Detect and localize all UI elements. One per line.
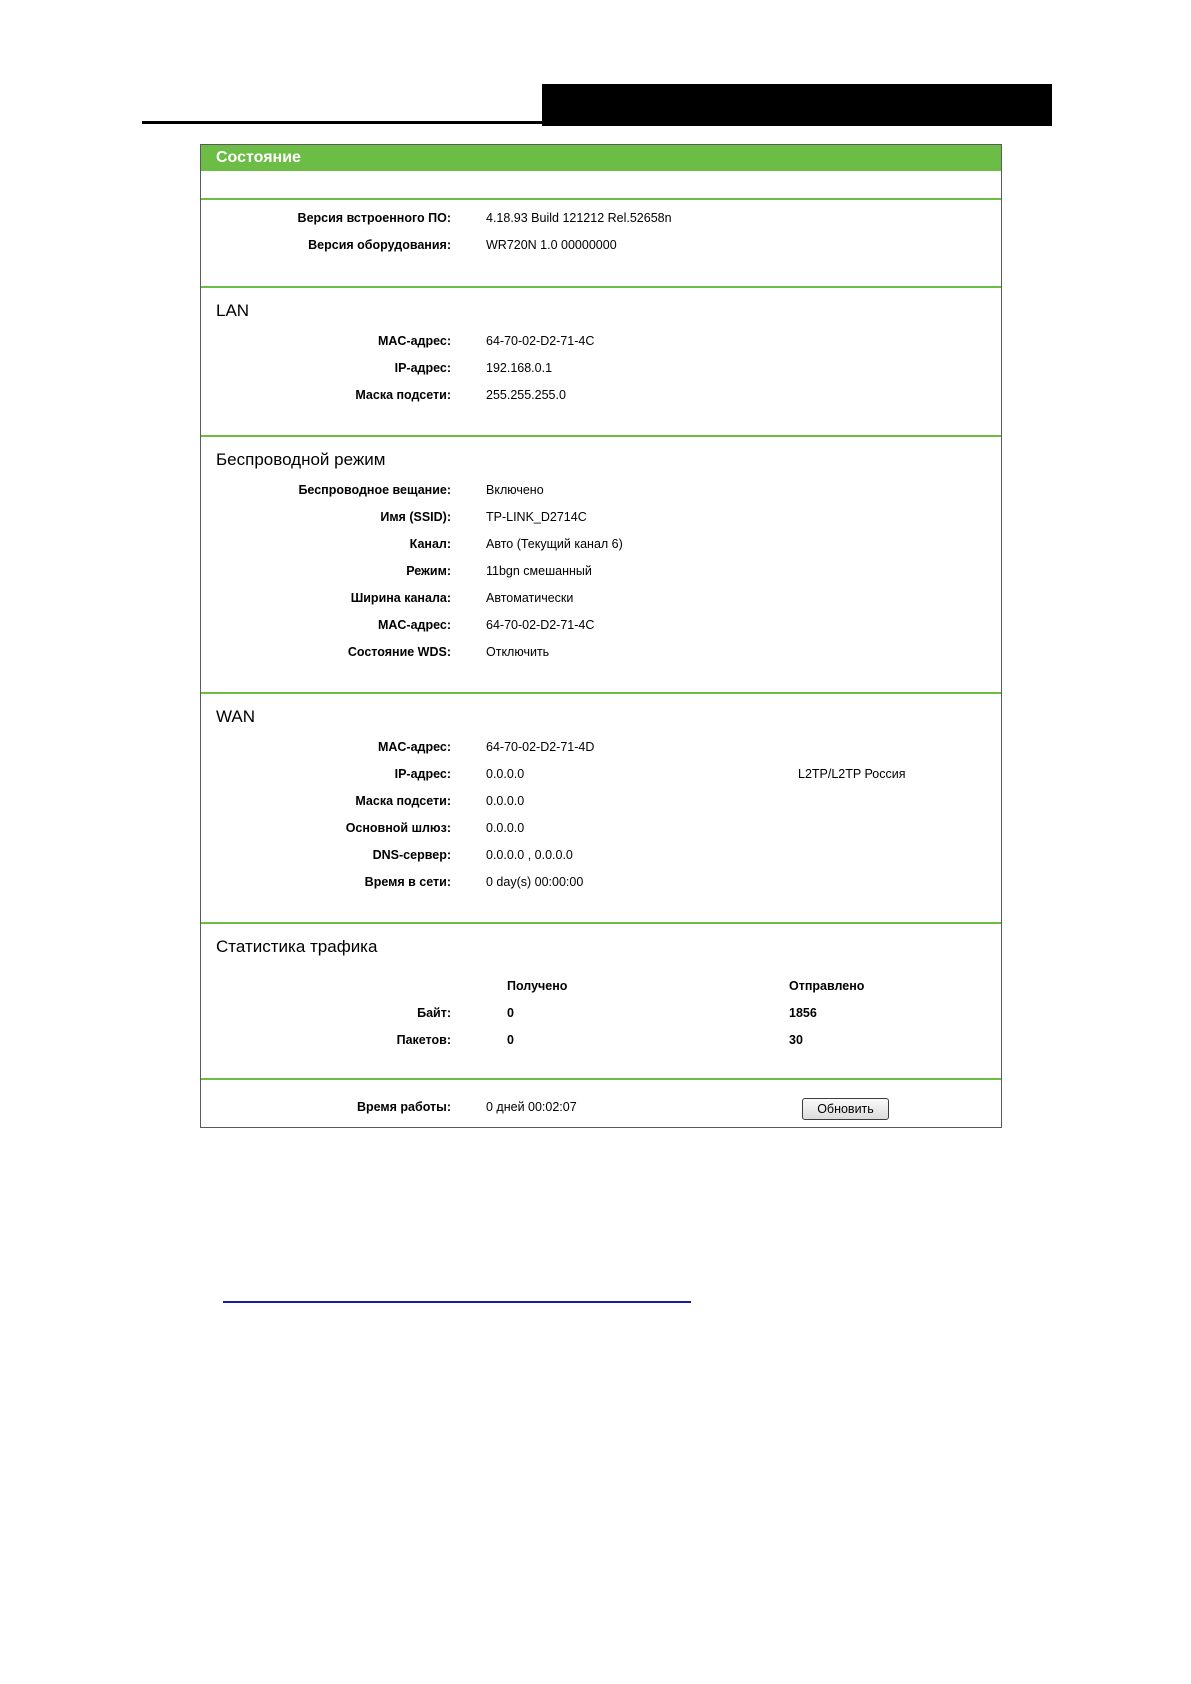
section-divider — [201, 286, 1001, 288]
wan-mask-label: Маска подсети: — [355, 794, 451, 808]
wan-gateway-value: 0.0.0.0 — [486, 821, 525, 835]
wan-dns-value: 0.0.0.0 , 0.0.0.0 — [486, 848, 573, 862]
wireless-mac-value: 64-70-02-D2-71-4C — [486, 618, 595, 632]
traffic-heading: Статистика трафика — [216, 937, 378, 956]
wireless-broadcast-value: Включено — [486, 483, 544, 497]
wan-gateway-label: Основной шлюз: — [345, 821, 451, 835]
section-divider — [201, 922, 1001, 924]
wireless-mac-label: MAC-адрес: — [377, 618, 451, 632]
wireless-width-value: Автоматически — [486, 591, 574, 605]
section-divider — [201, 435, 1001, 437]
wireless-heading: Беспроводной режим — [216, 450, 386, 469]
lan-ip-label: IP-адрес: — [394, 361, 451, 375]
section-divider — [201, 1078, 1001, 1080]
traffic-bytes-sent: 1856 — [789, 1006, 817, 1020]
wireless-wds-label: Состояние WDS: — [347, 645, 451, 659]
wan-mask-value: 0.0.0.0 — [486, 794, 525, 808]
traffic-packets-label: Пакетов: — [396, 1033, 451, 1047]
firmware-version-label: Версия встроенного ПО: — [297, 211, 451, 225]
panel-title: Состояние — [201, 145, 1001, 171]
lan-mac-value: 64-70-02-D2-71-4C — [486, 334, 595, 348]
hardware-version-label: Версия оборудования: — [308, 238, 451, 252]
wireless-channel-value: Авто (Текущий канал 6) — [486, 537, 623, 551]
wan-online-time-label: Время в сети: — [364, 875, 451, 889]
wireless-broadcast-label: Беспроводное вещание: — [298, 483, 451, 497]
link-underline[interactable] — [223, 1301, 691, 1303]
wan-connection-type: L2TP/L2TP Россия — [798, 767, 906, 781]
lan-heading: LAN — [216, 301, 250, 320]
lan-mask-label: Маска подсети: — [355, 388, 451, 402]
header-bar — [542, 84, 1052, 126]
wireless-ssid-value: TP-LINK_D2714C — [486, 510, 587, 524]
firmware-version-value: 4.18.93 Build 121212 Rel.52658n — [486, 211, 672, 225]
wireless-mode-value: 11bgn смешанный — [486, 564, 592, 578]
section-divider — [201, 198, 1001, 200]
traffic-sent-header: Отправлено — [789, 979, 865, 993]
wan-ip-value: 0.0.0.0 — [486, 767, 525, 781]
wan-heading: WAN — [216, 707, 256, 726]
traffic-received-header: Получено — [507, 979, 568, 993]
lan-mask-value: 255.255.255.0 — [486, 388, 566, 402]
wireless-mode-label: Режим: — [406, 564, 451, 578]
lan-ip-value: 192.168.0.1 — [486, 361, 553, 375]
wan-online-time-value: 0 day(s) 00:00:00 — [486, 875, 584, 889]
traffic-bytes-received: 0 — [507, 1006, 514, 1020]
lan-mac-label: MAC-адрес: — [377, 334, 451, 348]
wireless-wds-value: Отключить — [486, 645, 550, 659]
wan-mac-label: MAC-адрес: — [377, 740, 451, 754]
wan-mac-value: 64-70-02-D2-71-4D — [486, 740, 595, 754]
status-panel — [200, 144, 1002, 1128]
uptime-value: 0 дней 00:02:07 — [486, 1100, 577, 1114]
header-rule — [142, 121, 542, 124]
wireless-channel-label: Канал: — [409, 537, 451, 551]
traffic-packets-sent: 30 — [789, 1033, 803, 1047]
traffic-bytes-label: Байт: — [417, 1006, 451, 1020]
traffic-packets-received: 0 — [507, 1033, 514, 1047]
refresh-button[interactable]: Обновить — [802, 1098, 889, 1120]
wireless-width-label: Ширина канала: — [350, 591, 451, 605]
section-divider — [201, 692, 1001, 694]
uptime-label: Время работы: — [356, 1100, 451, 1114]
wan-dns-label: DNS-сервер: — [372, 848, 451, 862]
wireless-ssid-label: Имя (SSID): — [380, 510, 451, 524]
wan-ip-label: IP-адрес: — [394, 767, 451, 781]
hardware-version-value: WR720N 1.0 00000000 — [486, 238, 617, 252]
